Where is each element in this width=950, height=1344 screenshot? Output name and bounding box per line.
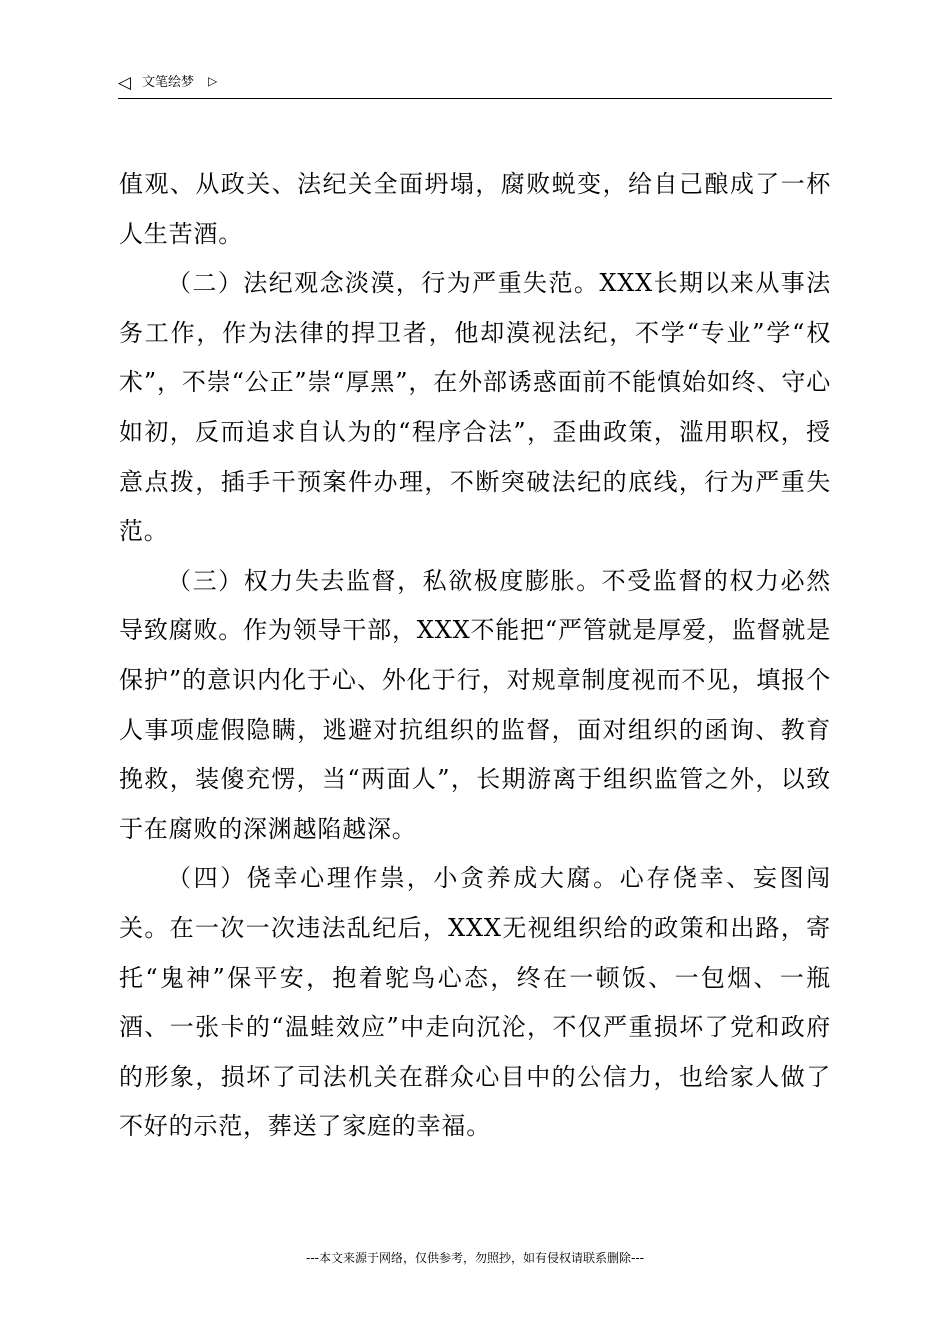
page-header <box>118 72 832 99</box>
header-title: 文笔绘梦 <box>142 75 195 90</box>
triangle-left-icon: ◁ <box>118 73 132 93</box>
footer-disclaimer: ---本文来源于网络，仅供参考，勿照抄，如有侵权请联系删除--- <box>306 1251 644 1265</box>
paragraph-section-2: （二）法纪观念淡漠，行为严重失范。XXX长期以来从事法务工作，作为法律的捍卫者，他却漠视法纪，不学“专业”学“权术”，不崇“公正”崇“厚黑”，在外部诱惑面前不能慎始如终、守心如初，反而追求自认为的“程序合法”，歪曲政策，滥用职权，授意点拨，插手干预案件办理，不断突破法纪的底线，行为严重失范。 <box>119 269 831 546</box>
triangle-right-icon: ▷ <box>208 74 218 88</box>
paragraph-section-4: （四）侥幸心理作祟，小贪养成大腐。心存侥幸、妄图闯关。在一次一次违法乱纪后，XXX无视组织给的政策和出路，寄托“鬼神”保平安，抱着鸵鸟心态，终在一顿饭、一包烟、一瓶酒、一张卡的“温蛙效应”中走向沉沦，不仅严重损坏了党和政府的形象，损坏了司法机关在群众心目中的公信力，也给家人做了不好的示范，葬送了家庭的幸福。 <box>119 864 831 1141</box>
document-body <box>119 160 831 1152</box>
paragraph-section-3: （三）权力失去监督，私欲极度膨胀。不受监督的权力必然导致腐败。作为领导干部，XXX不能把“严管就是厚爱，监督就是保护”的意识内化于心、外化于行，对规章制度视而不见，填报个人事项虚假隐瞒，逃避对抗组织的监督，面对组织的函询、教育挽救，装傻充愣，当“两面人”，长期游离于组织监管之外，以致于在腐败的深渊越陷越深。 <box>119 566 831 843</box>
paragraph-continuation: 值观、从政关、法纪关全面坍塌，腐败蜕变，给自己酿成了一杯人生苦酒。 <box>119 170 831 248</box>
